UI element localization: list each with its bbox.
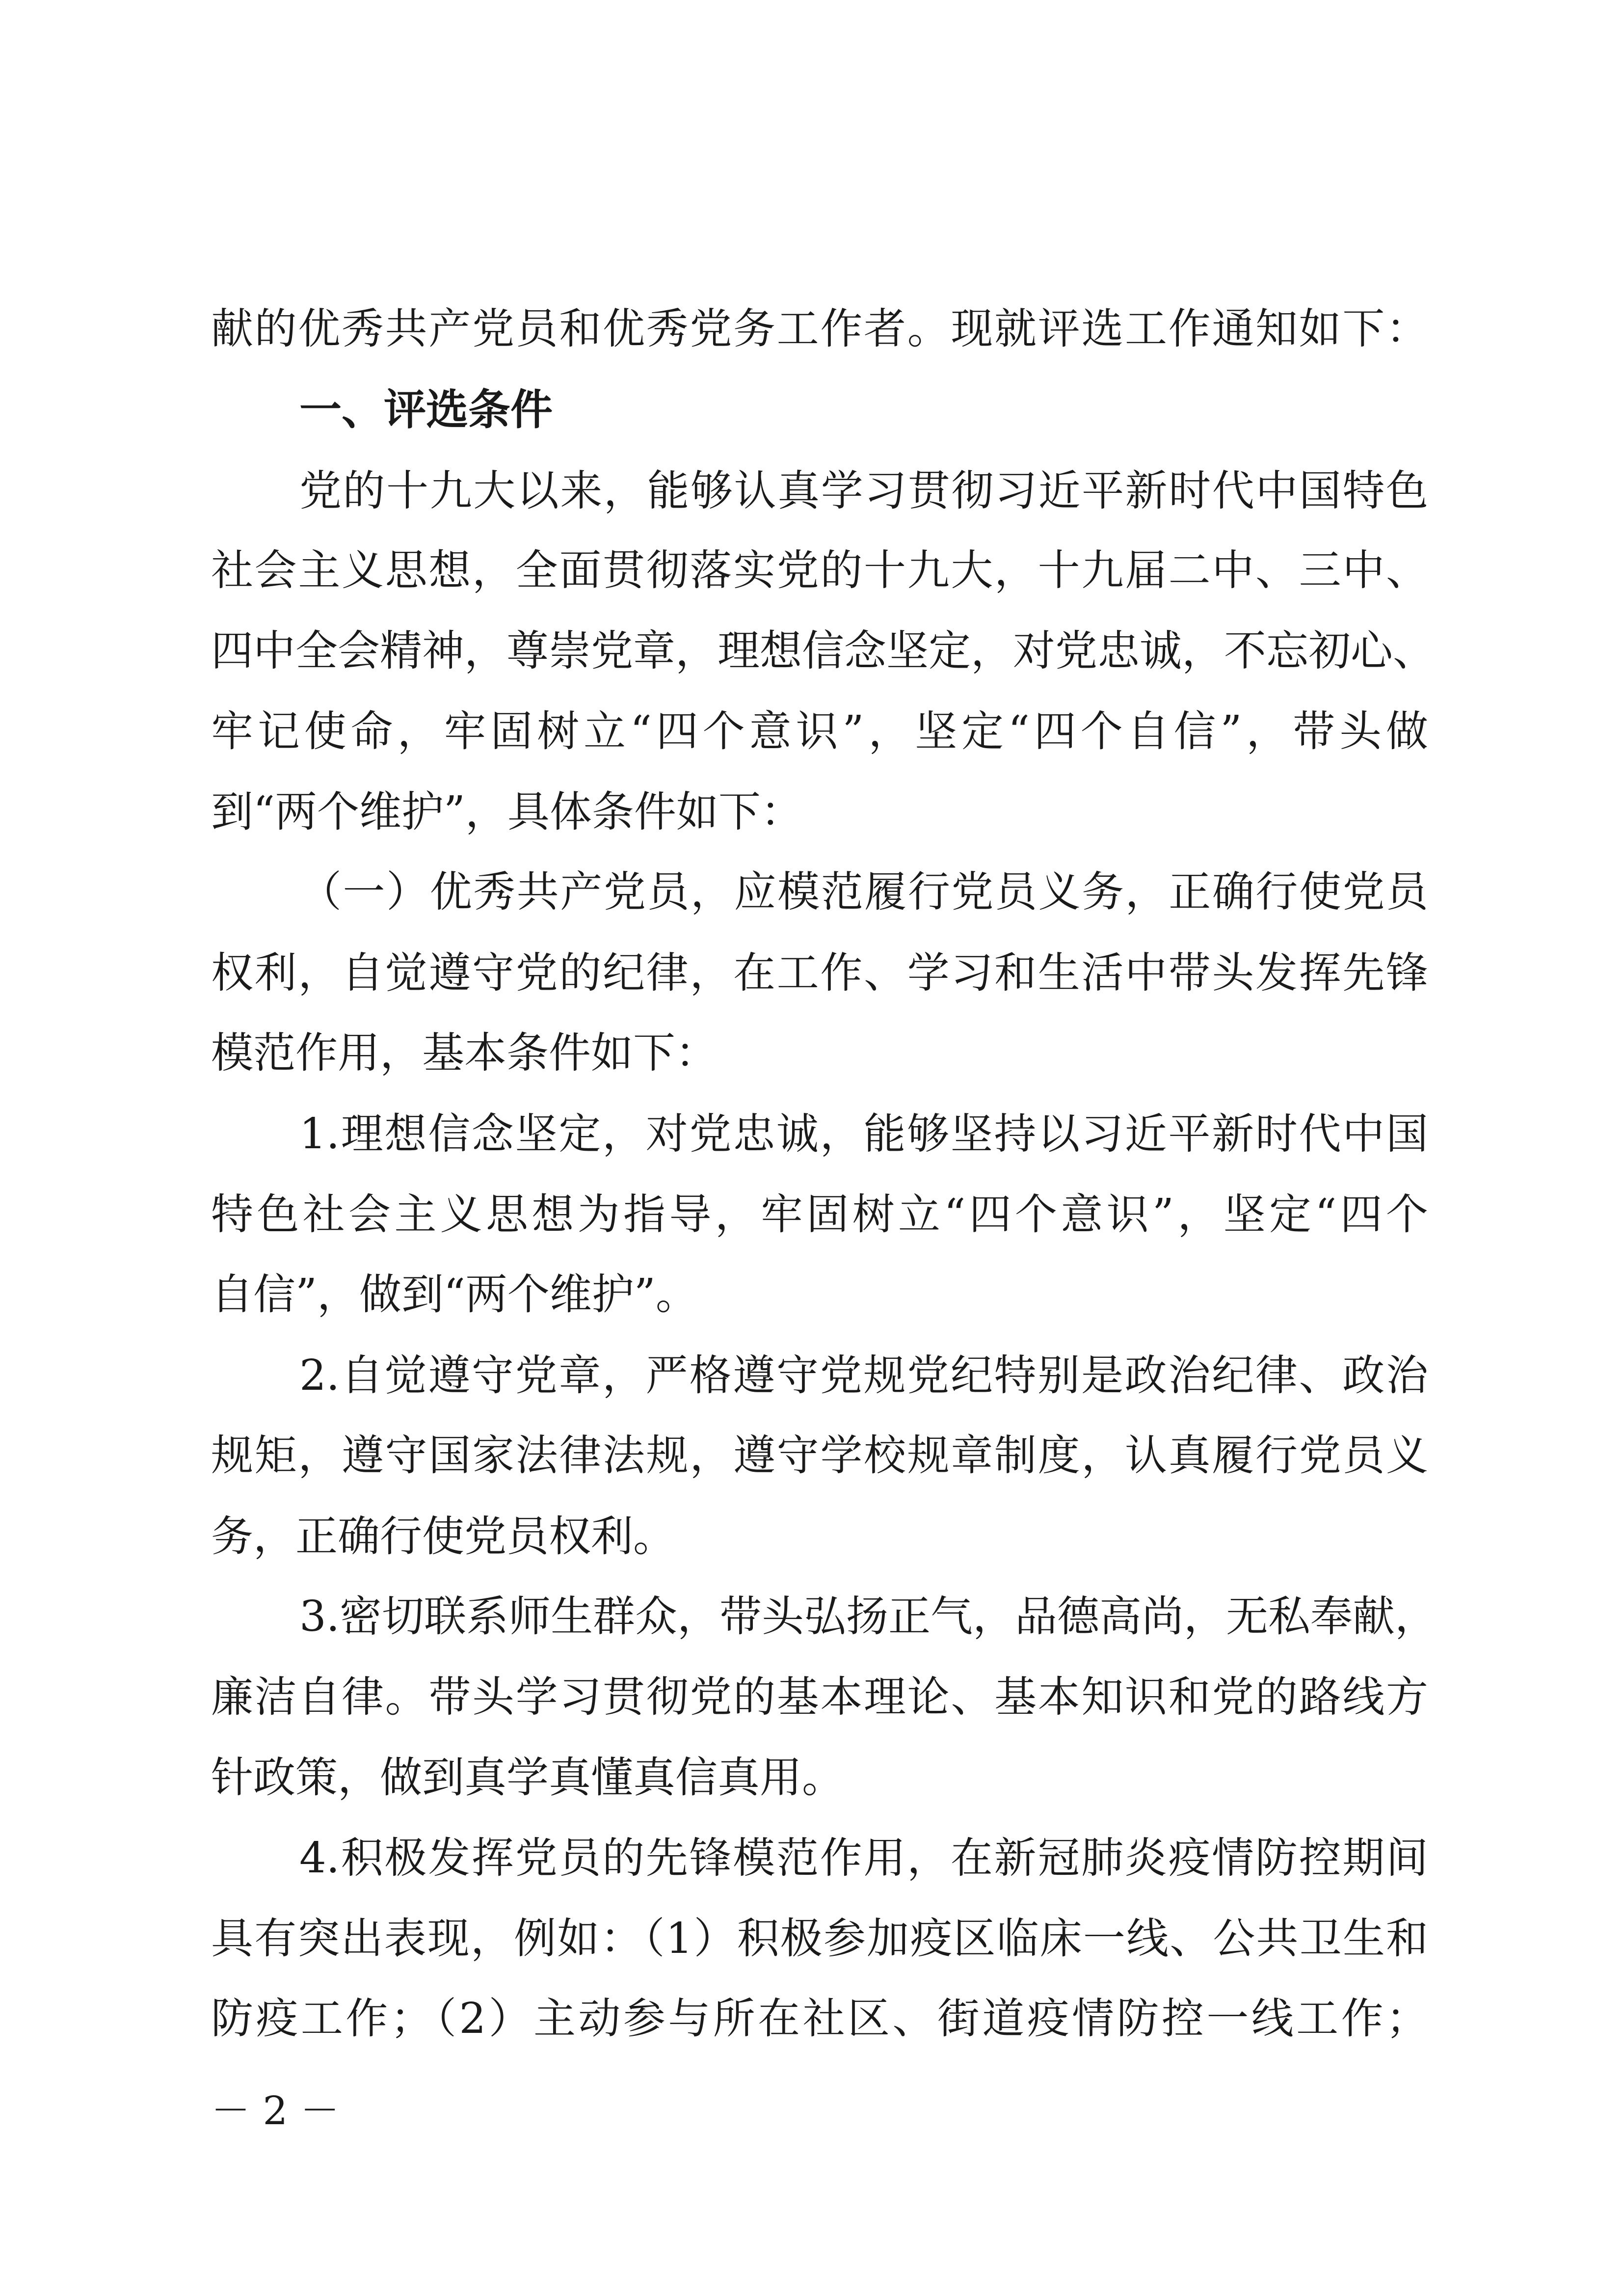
text-line-21: 具有突出表现，例如：（1）积极参加疫区临床一线、公共卫生和 (211, 1914, 1428, 1963)
text-line-6: 牢记使命，牢固树立“四个意识”，坚定“四个自信”，带头做 (211, 707, 1428, 756)
text-line-11: 1.理想信念坚定，对党忠诚，能够坚持以习近平新时代中国 (299, 1109, 1428, 1159)
text-line-3: 党的十九大以来，能够认真学习贯彻习近平新时代中国特色 (299, 466, 1428, 515)
text-line-15: 规矩，遵守国家法律法规，遵守学校规章制度，认真履行党员义 (211, 1431, 1428, 1480)
text-line-1: 献的优秀共产党员和优秀党务工作者。现就评选工作通知如下： (211, 304, 1428, 353)
text-line-20: 4.积极发挥党员的先锋模范作用，在新冠肺炎疫情防控期间 (299, 1834, 1428, 1883)
text-line-16: 务，正确行使党员权利。 (211, 1512, 675, 1561)
text-line-19: 针政策，做到真学真懂真信真用。 (211, 1753, 844, 1802)
text-line-14: 2.自觉遵守党章，严格遵守党规党纪特别是政治纪律、政治 (299, 1351, 1428, 1400)
text-line-7: 到“两个维护”，具体条件如下： (211, 787, 803, 837)
text-line-12: 特色社会主义思想为指导，牢固树立“四个意识”，坚定“四个 (211, 1190, 1428, 1239)
section-heading: 一、评选条件 (299, 385, 553, 434)
text-line-18: 廉洁自律。带头学习贯彻党的基本理论、基本知识和党的路线方 (211, 1673, 1428, 1722)
text-line-13: 自信”，做到“两个维护”。 (211, 1270, 698, 1319)
text-line-5: 四中全会精神，尊崇党章，理想信念坚定，对党忠诚，不忘初心、 (211, 626, 1435, 675)
page-number: － 2 － (211, 2088, 340, 2134)
text-line-8: （一）优秀共产党员，应模范履行党员义务，正确行使党员 (299, 867, 1428, 917)
text-line-9: 权利，自觉遵守党的纪律，在工作、学习和生活中带头发挥先锋 (211, 948, 1428, 998)
text-line-4: 社会主义思想，全面贯彻落实党的十九大，十九届二中、三中、 (211, 546, 1428, 595)
text-line-17: 3.密切联系师生群众，带头弘扬正气，品德高尚，无私奉献， (299, 1592, 1437, 1641)
text-line-22: 防疫工作；（2）主动参与所在社区、街道疫情防控一线工作； (211, 1994, 1428, 2043)
text-line-10: 模范作用，基本条件如下： (211, 1028, 718, 1078)
